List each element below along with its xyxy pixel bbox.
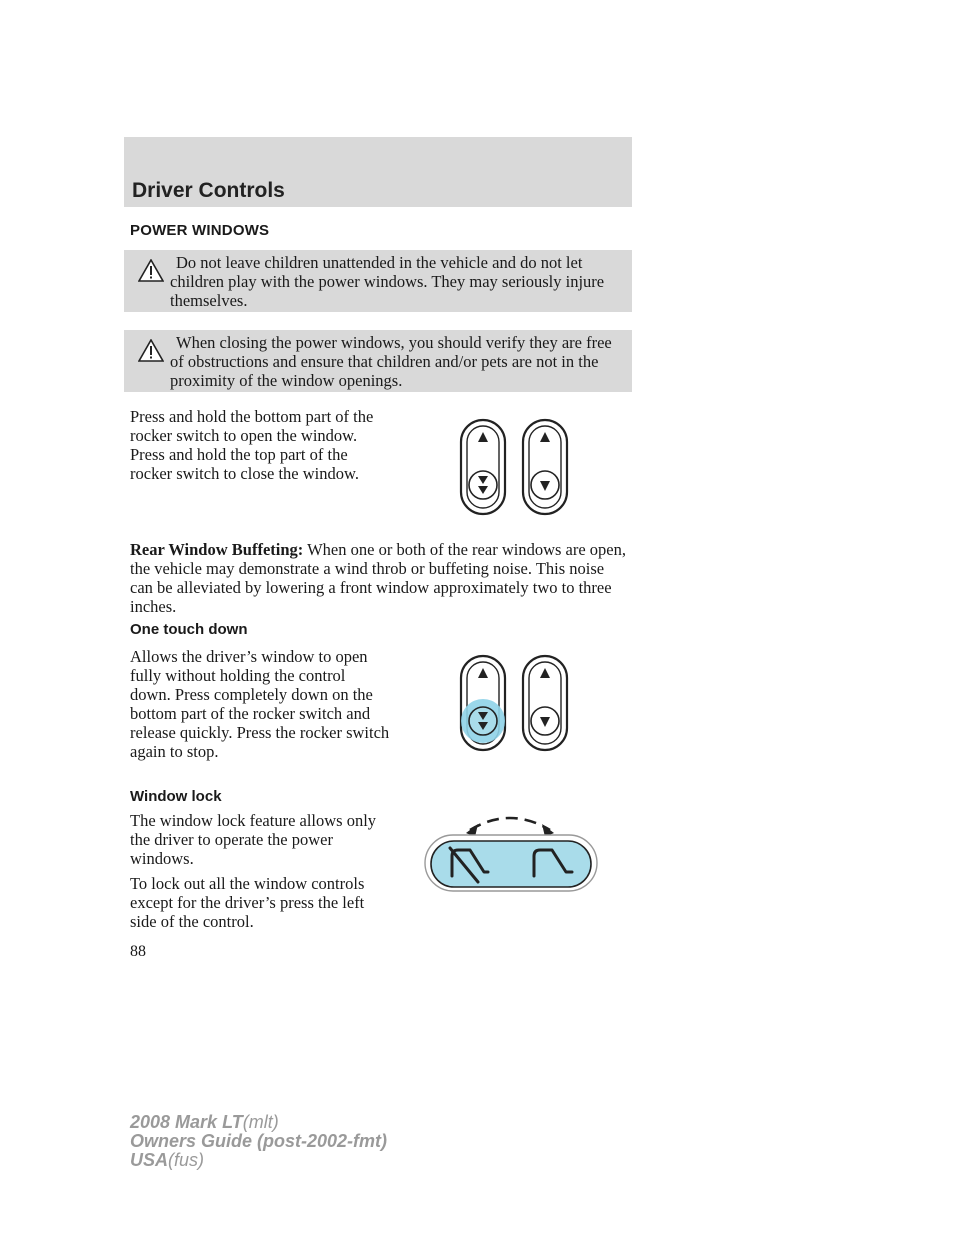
window-lock-paragraph-2: To lock out all the window controls except for the driver’s press the left side of the control.: [130, 874, 365, 931]
footer-line-3: USA(fus): [130, 1150, 205, 1170]
section-header: Driver Controls: [132, 179, 285, 202]
warning-text-line1: Do not leave children unattended in the vehicle and do not let: [176, 253, 583, 272]
page-number: 88: [130, 943, 146, 960]
header-band: [124, 137, 632, 207]
window-lock-title: Window lock: [130, 788, 222, 805]
window-lock-paragraph-1: The window lock feature allows only the driver to operate the power windows.: [130, 811, 377, 868]
one-touch-paragraph: Allows the driver’s window to open fully without holding the control down. Press completely down on the bottom part of the rocker switch and release quickly. Press the rocker switch again to stop.: [130, 647, 390, 761]
warning-text-line1: When closing the power windows, you should verify they are free: [176, 333, 612, 352]
warning-box-1: [124, 250, 632, 312]
window-switch-illustration: [455, 418, 575, 518]
buffeting-label: Rear Window Buffeting:: [130, 540, 304, 559]
buffeting-text: When one or both of the rear windows are open, the vehicle may demonstrate a wind throb or buffeting noise. This noise can be alleviated by lowering a front window approximately two to three inches.: [130, 540, 626, 616]
warning-text-rest: children play with the power windows. They may seriously injure themselves.: [170, 272, 605, 310]
page-title: POWER WINDOWS: [130, 222, 270, 239]
warning-text-rest: of obstructions and ensure that children and/or pets are not in the proximity of the window openings.: [170, 352, 599, 390]
one-touch-switch-illustration: [455, 654, 575, 754]
buffeting-paragraph: [130, 540, 630, 616]
warning-triangle-icon: [138, 339, 164, 362]
window-lock-switch-illustration: [422, 808, 600, 894]
warning-triangle-icon: [138, 259, 164, 282]
warning-box-2: [124, 330, 632, 392]
footer-line-1: 2008 Mark LT(mlt): [130, 1112, 279, 1132]
press-hold-paragraph: Press and hold the bottom part of the rocker switch to open the window. Press and hold the top part of the rocker switch to close the window.: [130, 407, 374, 483]
footer-line-2: Owners Guide (post-2002-fmt): [130, 1131, 388, 1151]
one-touch-title: One touch down: [130, 621, 248, 638]
document-footer: [130, 1113, 387, 1170]
